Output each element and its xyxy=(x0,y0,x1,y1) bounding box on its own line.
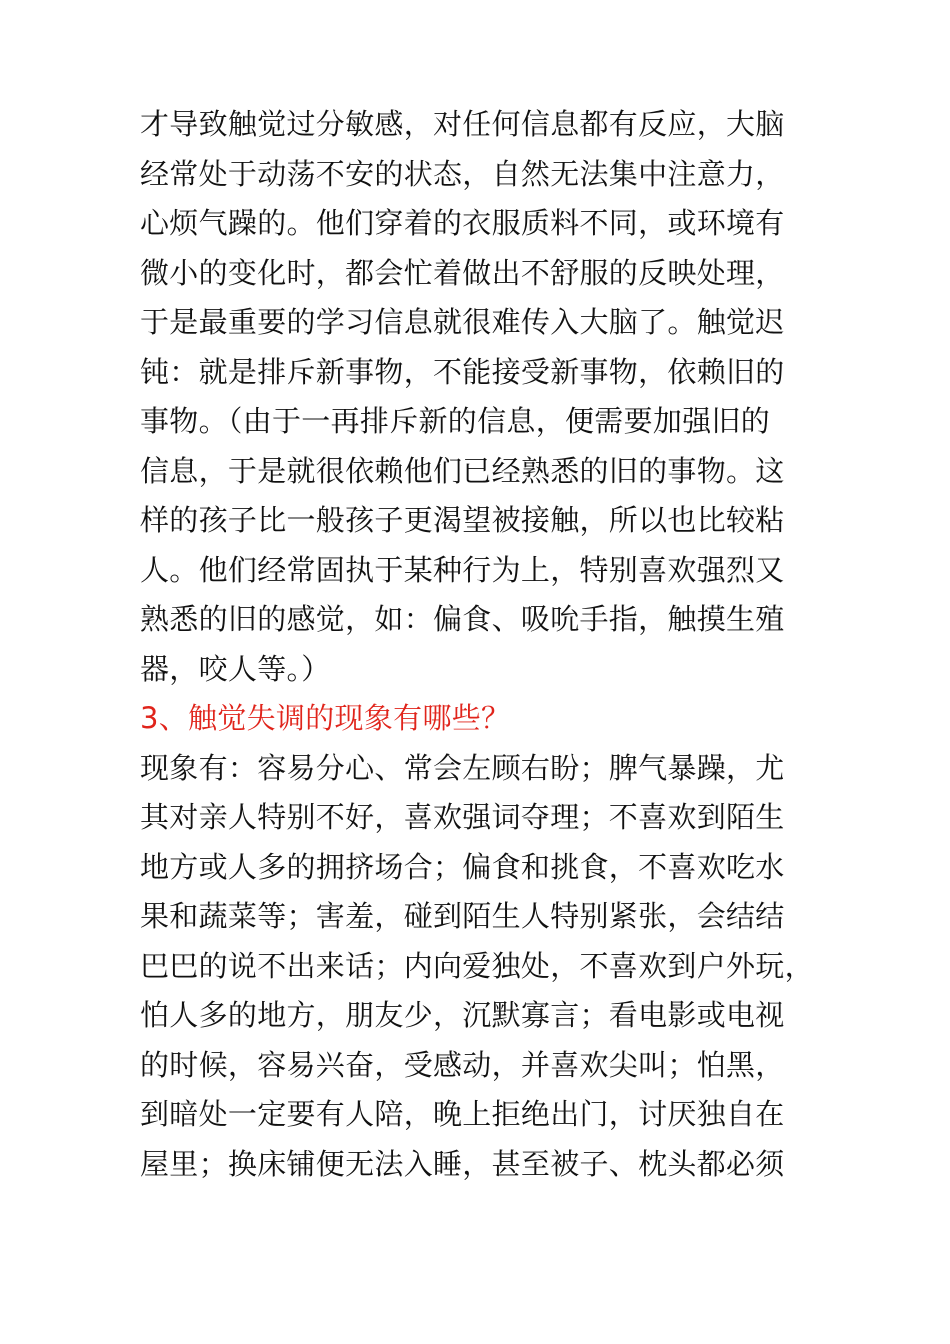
body-text xyxy=(140,100,840,1189)
text-line: 现象有：容易分心、常会左顾右盼；脾气暴躁，尤 xyxy=(140,750,785,785)
text-line: 怕人多的地方，朋友少，沉默寡言；看电影或电视 xyxy=(140,998,785,1032)
text-line: 样的孩子比一般孩子更渴望被接触，所以也比较粘 xyxy=(140,503,785,537)
text-line: 微小的变化时，都会忙着做出不舒服的反映处理， xyxy=(140,255,785,290)
text-line: 心烦气躁的。他们穿着的衣服质料不同，或环境有 xyxy=(140,206,785,240)
text-line: 到暗处一定要有人陪，晚上拒绝出门，讨厌独自在 xyxy=(140,1097,785,1131)
text-line: 地方或人多的拥挤场合；偏食和挑食，不喜欢吃水 xyxy=(140,849,785,884)
text-line: 才导致触觉过分敏感，对任何信息都有反应，大脑 xyxy=(140,107,785,141)
text-line: 器，咬人等。） xyxy=(140,651,331,686)
text-line: 信息，于是就很依赖他们已经熟悉的旧的事物。这 xyxy=(140,453,785,488)
text-line: 果和蔬菜等；害羞，碰到陌生人特别紧张，会结结 xyxy=(140,899,785,933)
text-line: 屋里；换床铺便无法入睡，甚至被子、枕头都必须 xyxy=(140,1146,785,1181)
text-line: 的时候，容易兴奋，受感动，并喜欢尖叫；怕黑， xyxy=(140,1047,785,1082)
text-line: 人。他们经常固执于某种行为上，特别喜欢强烈又 xyxy=(140,552,785,587)
text-line: 经常处于动荡不安的状态，自然无法集中注意力， xyxy=(140,156,785,191)
text-line: 于是最重要的学习信息就很难传入大脑了。触觉迟 xyxy=(140,305,785,339)
section-heading: 3、触觉失调的现象有哪些？ xyxy=(140,701,511,735)
text-line: 其对亲人特别不好，喜欢强词夺理；不喜欢到陌生 xyxy=(140,800,785,834)
text-line: 巴巴的说不出来话；内向爱独处，不喜欢到户外玩， xyxy=(140,948,814,983)
text-line: 事物。（由于一再排斥新的信息，便需要加强旧的 xyxy=(140,404,771,438)
text-line: 熟悉的旧的感觉，如：偏食、吸吮手指，触摸生殖 xyxy=(140,602,785,636)
text-line: 钝：就是排斥新事物，不能接受新事物，依赖旧的 xyxy=(140,354,785,389)
